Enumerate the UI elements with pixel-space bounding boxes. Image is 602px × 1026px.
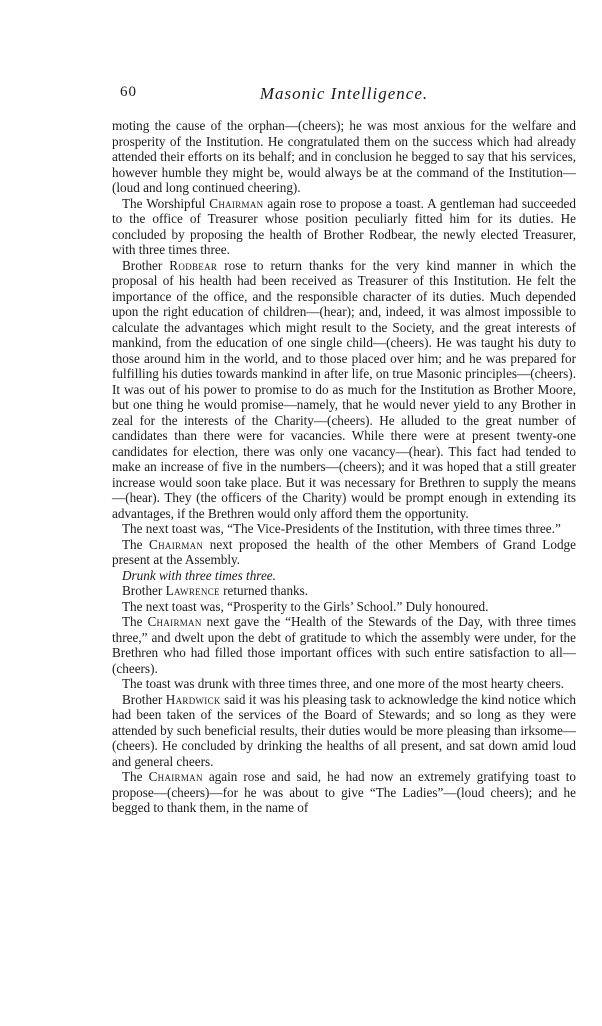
paragraph-lead: The xyxy=(122,536,150,552)
paragraph xyxy=(112,537,576,568)
italic-note: Drunk with three times three. xyxy=(122,567,276,583)
paragraph-text: The toast was drunk with three times three, and one more of the most hearty cheers. xyxy=(122,676,565,691)
paragraph-lead: The Worshipful xyxy=(122,195,210,211)
speaker-name: Chairman xyxy=(147,614,202,629)
speaker-name: Rodbear xyxy=(169,257,218,273)
paragraph-lead: The xyxy=(122,614,148,629)
paragraph xyxy=(112,769,576,816)
paragraph-text: next proposed the health of the other Members of Grand Lodge present at the Assembly. xyxy=(112,536,576,567)
paragraph-text: The next toast was, “The Vice-Presidents of the Institution, with three times three.” xyxy=(122,521,561,536)
paragraph xyxy=(112,583,576,599)
paragraph-text: said it was his pleasing task to acknowledge the kind notice which had been taken of the services of the Board of Stewards; and so long as they were attended by such beneficial results, their duties would be more pleasing than irksome—(cheers). He concluded by drinking the healths of all present, and sat down amid loud and general cheers. xyxy=(112,691,576,769)
page-number: 60 xyxy=(120,84,137,100)
book-page xyxy=(112,84,576,816)
paragraph-lead: Brother xyxy=(122,583,166,598)
paragraph xyxy=(112,568,576,584)
paragraph-lead: Brother xyxy=(122,257,170,273)
speaker-name: Chairman xyxy=(209,195,264,211)
paragraph-text: rose to return thanks for the very kind manner in which the proposal of his health had been received as Treasurer of this Institution. He felt the importance of the office, and the responsible character of its duties. Much depended upon the right education of children—(hear); and, indeed, it was almost impossible to calculate the advantages which might result to the Society, and the great interests of mankind, from the education of one single child—(cheers). He was taught his duty to those around him in the world, and to those placed over him; and he was prepared for fulfilling his duties towards mankind in after life, on true Masonic principles—(cheers). It was out of his power to promise to do as much for the Institution as Brother Moore, but one thing he would promise—namely, that he would never yield to any Brother in zeal for the interests of the Charity—(cheers). He alluded to the great number of candidates than there were for vacancies. While there were at present twenty-one candidates for election, there was only one vacancy—(hear). This fact had tended to make an increase of five in the numbers—(cheers); and it was hoped that a still greater increase would soon take place. But it was necessary for Brethren to supply the means—(hear). They (the officers of the Charity) would be prompt enough in extending its advantages, if the Brethren would only afford them the opportunity. xyxy=(112,257,576,521)
paragraph xyxy=(112,258,576,522)
paragraph xyxy=(112,196,576,258)
paragraph-text: again rose and said, he had now an extremely gratifying toast to propose—(cheers)—for he was about to give “The Ladies”—(loud cheers); and he begged to thank them, in the name of xyxy=(112,769,576,815)
paragraph xyxy=(112,692,576,770)
speaker-name: Chairman xyxy=(148,769,203,784)
paragraph-text: next gave the “Health of the Stewards of the Day, with three times three,” and dwelt upon the debt of gratitude to which the assembly were under, for the Brethren who had filled those important offices with such entire satisfaction to all—(cheers). xyxy=(112,614,576,676)
paragraph xyxy=(112,676,576,692)
paragraph-lead: The xyxy=(122,769,149,784)
running-head xyxy=(112,84,576,108)
paragraph xyxy=(112,118,576,196)
paragraph-text: moting the cause of the orphan—(cheers); he was most anxious for the welfare and prosperity of the Institution. He congratulated them on the success which had already attended their efforts on its behalf; and in conclusion he begged to say that his services, however humble they might be, would always be at the command of the Institution—(loud and long continued cheering). xyxy=(112,118,576,195)
speaker-name: Chairman xyxy=(149,536,204,552)
running-title: Masonic Intelligence. xyxy=(259,84,429,103)
speaker-name: Lawrence xyxy=(165,583,220,598)
paragraph-lead: Brother xyxy=(122,691,166,707)
paragraph-text: again rose to propose a toast. A gentleman had succeeded to the office of Treasurer whose position peculiarly fitted him for its duties. He concluded by proposing the health of Brother Rodbear, the newly elected Treasurer, with three times three. xyxy=(112,195,576,257)
paragraph-text: The next toast was, “Prosperity to the Girls’ School.” Duly honoured. xyxy=(122,598,489,614)
speaker-name: Hardwick xyxy=(165,691,221,707)
paragraph xyxy=(112,599,576,615)
article-body xyxy=(112,118,576,816)
paragraph-text: returned thanks. xyxy=(219,583,309,598)
paragraph xyxy=(112,614,576,676)
paragraph xyxy=(112,521,576,537)
